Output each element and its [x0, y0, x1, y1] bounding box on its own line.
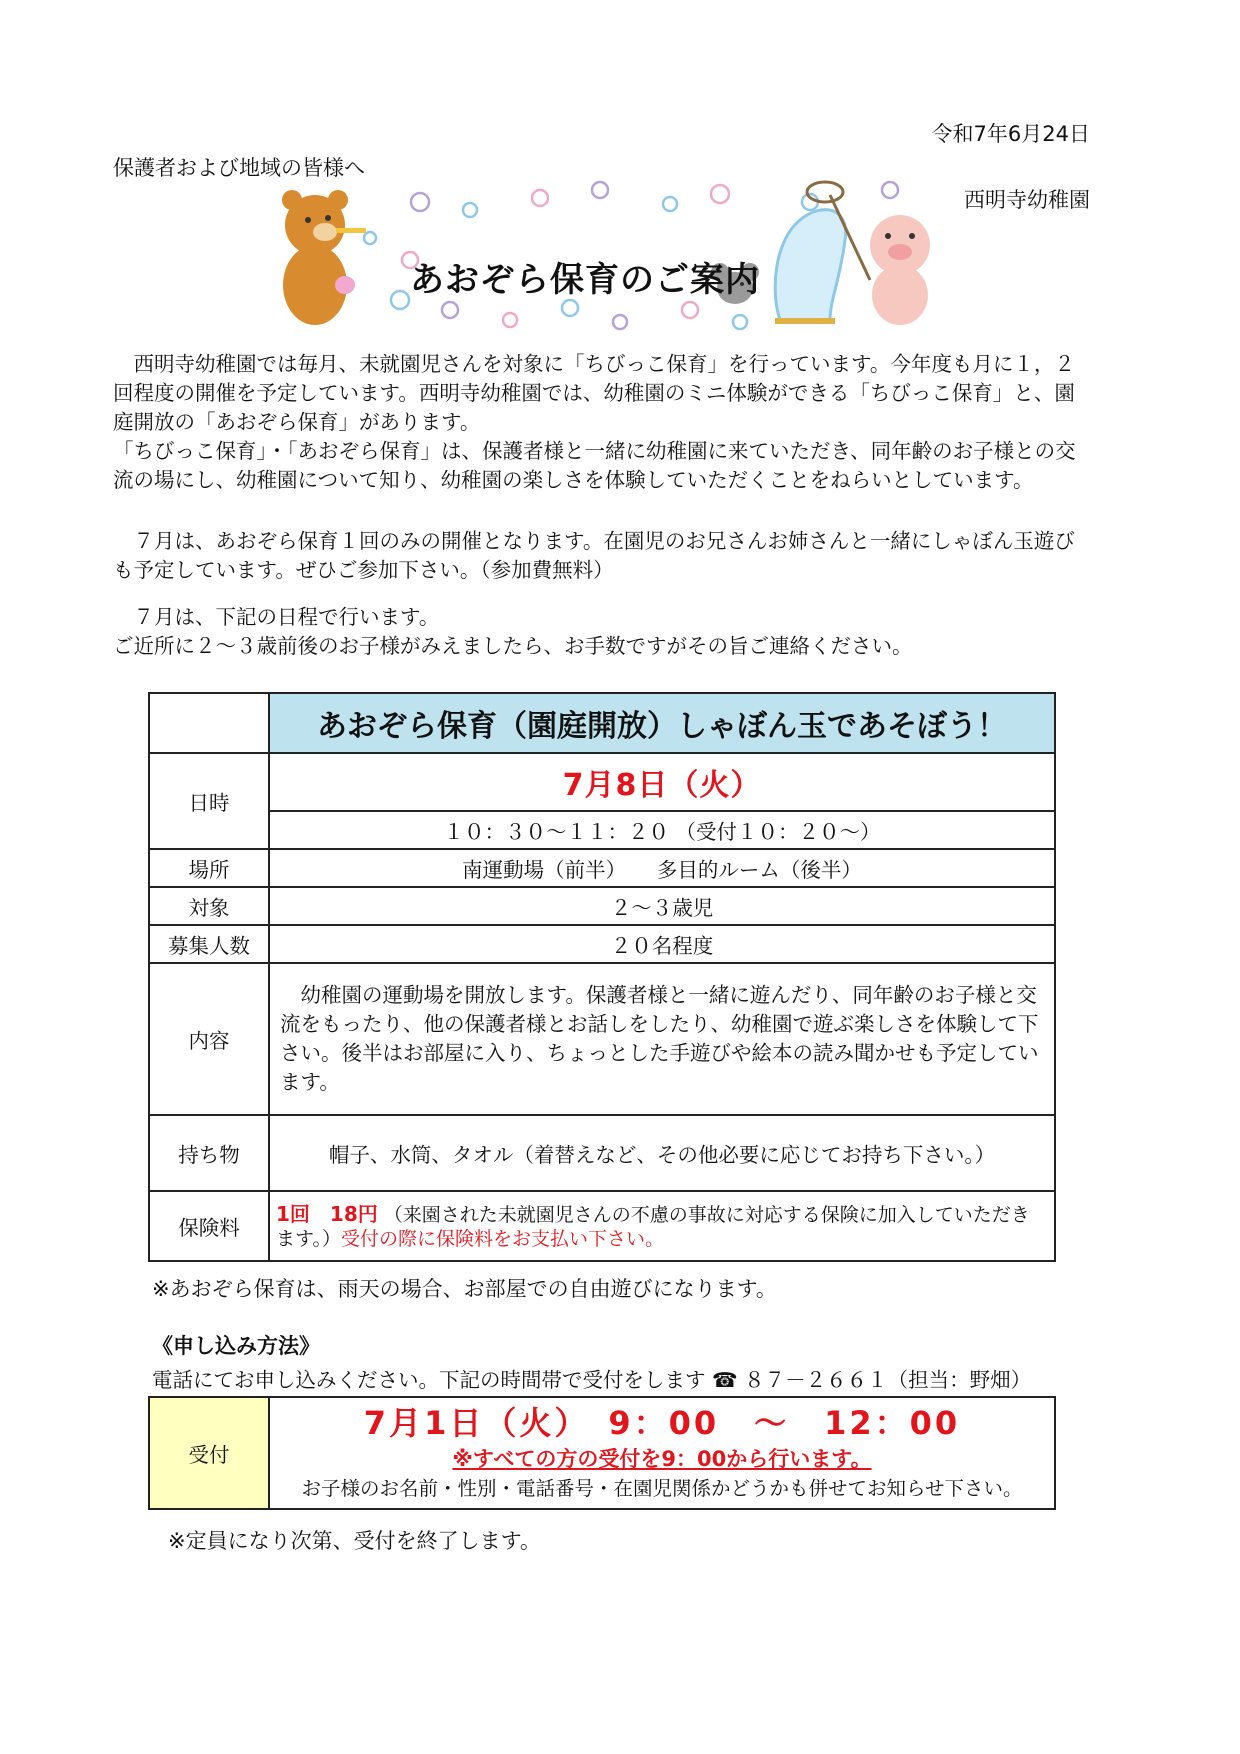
- apply-table: [148, 1396, 1056, 1510]
- phone-number: ８７－２６６１（担当：野畑）: [744, 1368, 1032, 1392]
- bubble-wand-illustration: [775, 210, 846, 324]
- event-date: 7月8日（火）: [269, 753, 1055, 811]
- july-info: [113, 527, 1093, 585]
- intro-section: [113, 350, 1093, 495]
- intro-paragraph-5: ご近所に２～３歳前後のお子様がみえましたら、お手数ですがその旨ご連絡ください。: [113, 634, 913, 658]
- content-label: 内容: [149, 963, 269, 1115]
- sender: 西明寺幼稚園: [964, 188, 1090, 212]
- document-date: 令和7年6月24日: [931, 122, 1090, 146]
- insurance-amount: 1回 18円: [276, 1201, 378, 1226]
- addressee: 保護者および地域の皆様へ: [113, 156, 365, 180]
- datetime-label: 日時: [149, 753, 269, 849]
- apply-time: 7月1日（火） 9：00 ～ 12：00: [363, 1404, 961, 1442]
- target-label: 対象: [149, 887, 269, 925]
- phone-icon: ☎: [712, 1368, 738, 1392]
- bear-illustration: [282, 190, 366, 325]
- schedule-info: [113, 603, 1093, 661]
- intro-paragraph-2: 「ちびっこ保育」・「あおぞら保育」は、保護者様と一緒に幼稚園に来ていただき、同年齢のお子様との交流の場にし、幼稚園について知り、幼稚園の楽しさを体験していただくことをねらいとしています。: [113, 439, 1076, 492]
- event-place: 南運動場（前半） 多目的ルーム（後半）: [269, 849, 1055, 887]
- event-items: 帽子、水筒、タオル（着替えなど、その他必要に応じてお持ち下さい。）: [269, 1115, 1055, 1191]
- banner-title: あおぞら保育のご案内: [410, 260, 760, 300]
- header-empty-cell: [149, 693, 269, 753]
- rain-note: ※あおぞら保育は、雨天の場合、お部屋での自由遊びになります。: [152, 1277, 777, 1301]
- insurance-label: 保険料: [149, 1191, 269, 1261]
- event-content: 幼稚園の運動場を開放します。保護者様と一緒に遊んだり、同年齢のお子様と交流をもったり、他の保護者様とお話しをしたり、幼稚園で遊ぶ楽しさを体験して下さい。後半はお部屋に入り、ちょっとした手遊びや絵本の読み聞かせも予定しています。: [269, 963, 1055, 1115]
- apply-description: [152, 1363, 1031, 1393]
- apply-note: ※すべての方の受付を9：00から行います。: [452, 1447, 872, 1471]
- event-time: １０：３０～１１：２０ （受付１０：２０～）: [269, 811, 1055, 849]
- intro-paragraph-3: ７月は、あおぞら保育１回のみの開催となります。在園児のお兄さんお姉さんと一緒にしゃぼん玉遊びも予定しています。ぜひご参加下さい。（参加費無料）: [113, 529, 1075, 582]
- end-note: ※定員になり次第、受付を終了します。: [168, 1529, 541, 1553]
- apply-title: 《申し込み方法》: [152, 1334, 320, 1358]
- event-title: あおぞら保育（園庭開放）しゃぼん玉であそぼう！: [269, 693, 1055, 753]
- apply-label: 受付: [149, 1397, 269, 1509]
- intro-paragraph-4: ７月は、下記の日程で行います。: [113, 605, 440, 629]
- insurance-note: 受付の際に保険料をお支払い下さい。: [340, 1227, 664, 1250]
- apply-desc-text: 電話にてお申し込みください。下記の時間帯で受付をします: [152, 1368, 706, 1392]
- event-target: ２～３歳児: [269, 887, 1055, 925]
- event-table: [148, 692, 1056, 1262]
- event-capacity: ２０名程度: [269, 925, 1055, 963]
- insurance-text: （来園された未就園児さんの不慮の事故に対応する保険に加入していただきます。）: [276, 1203, 1030, 1250]
- place-label: 場所: [149, 849, 269, 887]
- items-label: 持ち物: [149, 1115, 269, 1191]
- apply-info-cell: [269, 1397, 1055, 1509]
- apply-sub: お子様のお名前・性別・電話番号・在園児関係かどうかも併せてお知らせ下さい。: [301, 1477, 1023, 1500]
- intro-paragraph-1: 西明寺幼稚園では毎月、未就園児さんを対象に「ちびっこ保育」を行っています。今年度も月に１，２回程度の開催を予定しています。西明寺幼稚園では、幼稚園のミニ体験ができる「ちびっこ保育」と、園庭開放の「あおぞら保育」があります。: [113, 352, 1075, 434]
- capacity-label: 募集人数: [149, 925, 269, 963]
- insurance-cell: [269, 1191, 1055, 1261]
